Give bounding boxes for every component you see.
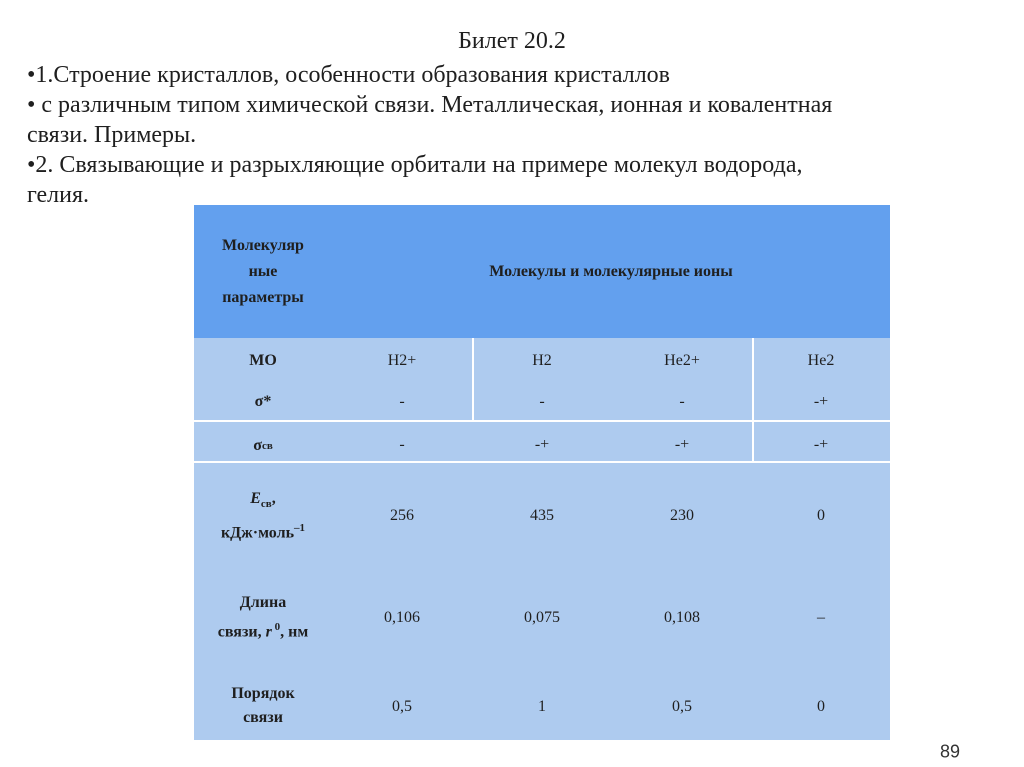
bullet-line: •2. Связывающие и разрыхляющие орбитали на примере молекул водорода, xyxy=(27,152,803,178)
bullet-line: • с различным типом химической связи. Металлическая, ионная и ковалентная xyxy=(27,92,833,118)
header-molecules: Молекулы и молекулярные ионы xyxy=(489,262,733,280)
cell-bond-energy: 230 xyxy=(670,507,694,524)
bullet-line: связи. Примеры. xyxy=(27,122,197,148)
cell-bond-length: 0,106 xyxy=(384,609,420,626)
cell-bond-order: 0,5 xyxy=(672,698,692,715)
bullet-line: гелия. xyxy=(27,182,90,208)
cell-bond-order: 0 xyxy=(817,698,825,715)
cell-bond-order: 0,5 xyxy=(392,698,412,715)
cell-bond-energy: 256 xyxy=(390,507,414,524)
cell-bond-length: – xyxy=(817,609,825,626)
cell-sigma-star: - xyxy=(399,393,405,410)
slide-body xyxy=(27,60,997,210)
cell-sigma-bond: -+ xyxy=(813,436,829,453)
cell-sigma-star: - xyxy=(679,393,685,410)
cell-sigma-star: - xyxy=(539,393,545,410)
header-parameters: Молекуляр ные параметры xyxy=(222,236,304,306)
cell-molecule: H2+ xyxy=(387,352,417,369)
cell-sigma-bond: - xyxy=(399,436,405,453)
row-divider xyxy=(194,461,890,463)
label-bond-length: Длина связи, r $^0$, нм xyxy=(217,594,309,641)
cell-sigma-bond: -+ xyxy=(534,436,550,453)
cell-bond-length: 0,108 xyxy=(664,609,700,626)
label-bond-energy: $Е_{св}$, кДж·моль$^{-1}$ xyxy=(220,489,306,542)
cell-bond-energy: 0 xyxy=(817,507,825,524)
table-header xyxy=(194,205,890,338)
molecular-parameters-table xyxy=(194,205,890,740)
bullet-line: •1.Строение кристаллов, особенности образования кристаллов xyxy=(27,62,670,88)
cell-molecule: He2 xyxy=(807,352,835,369)
label-mo: МО xyxy=(249,352,277,369)
label-sigma-star: σ* xyxy=(254,393,272,410)
cell-molecule: H2 xyxy=(532,352,552,369)
page-number: 89 xyxy=(940,741,961,762)
row-divider xyxy=(194,420,890,422)
cell-sigma-bond: -+ xyxy=(674,436,690,453)
label-bond-order: Порядок связи xyxy=(231,685,295,726)
label-sigma-bond: σ св xyxy=(253,437,273,454)
cell-sigma-star: -+ xyxy=(813,393,829,410)
cell-bond-length: 0,075 xyxy=(524,609,560,626)
slide-title: Билет 20.2 xyxy=(458,28,566,54)
cell-bond-energy: 435 xyxy=(530,507,554,524)
cell-bond-order: 1 xyxy=(538,698,546,715)
cell-molecule: He2+ xyxy=(664,352,700,369)
